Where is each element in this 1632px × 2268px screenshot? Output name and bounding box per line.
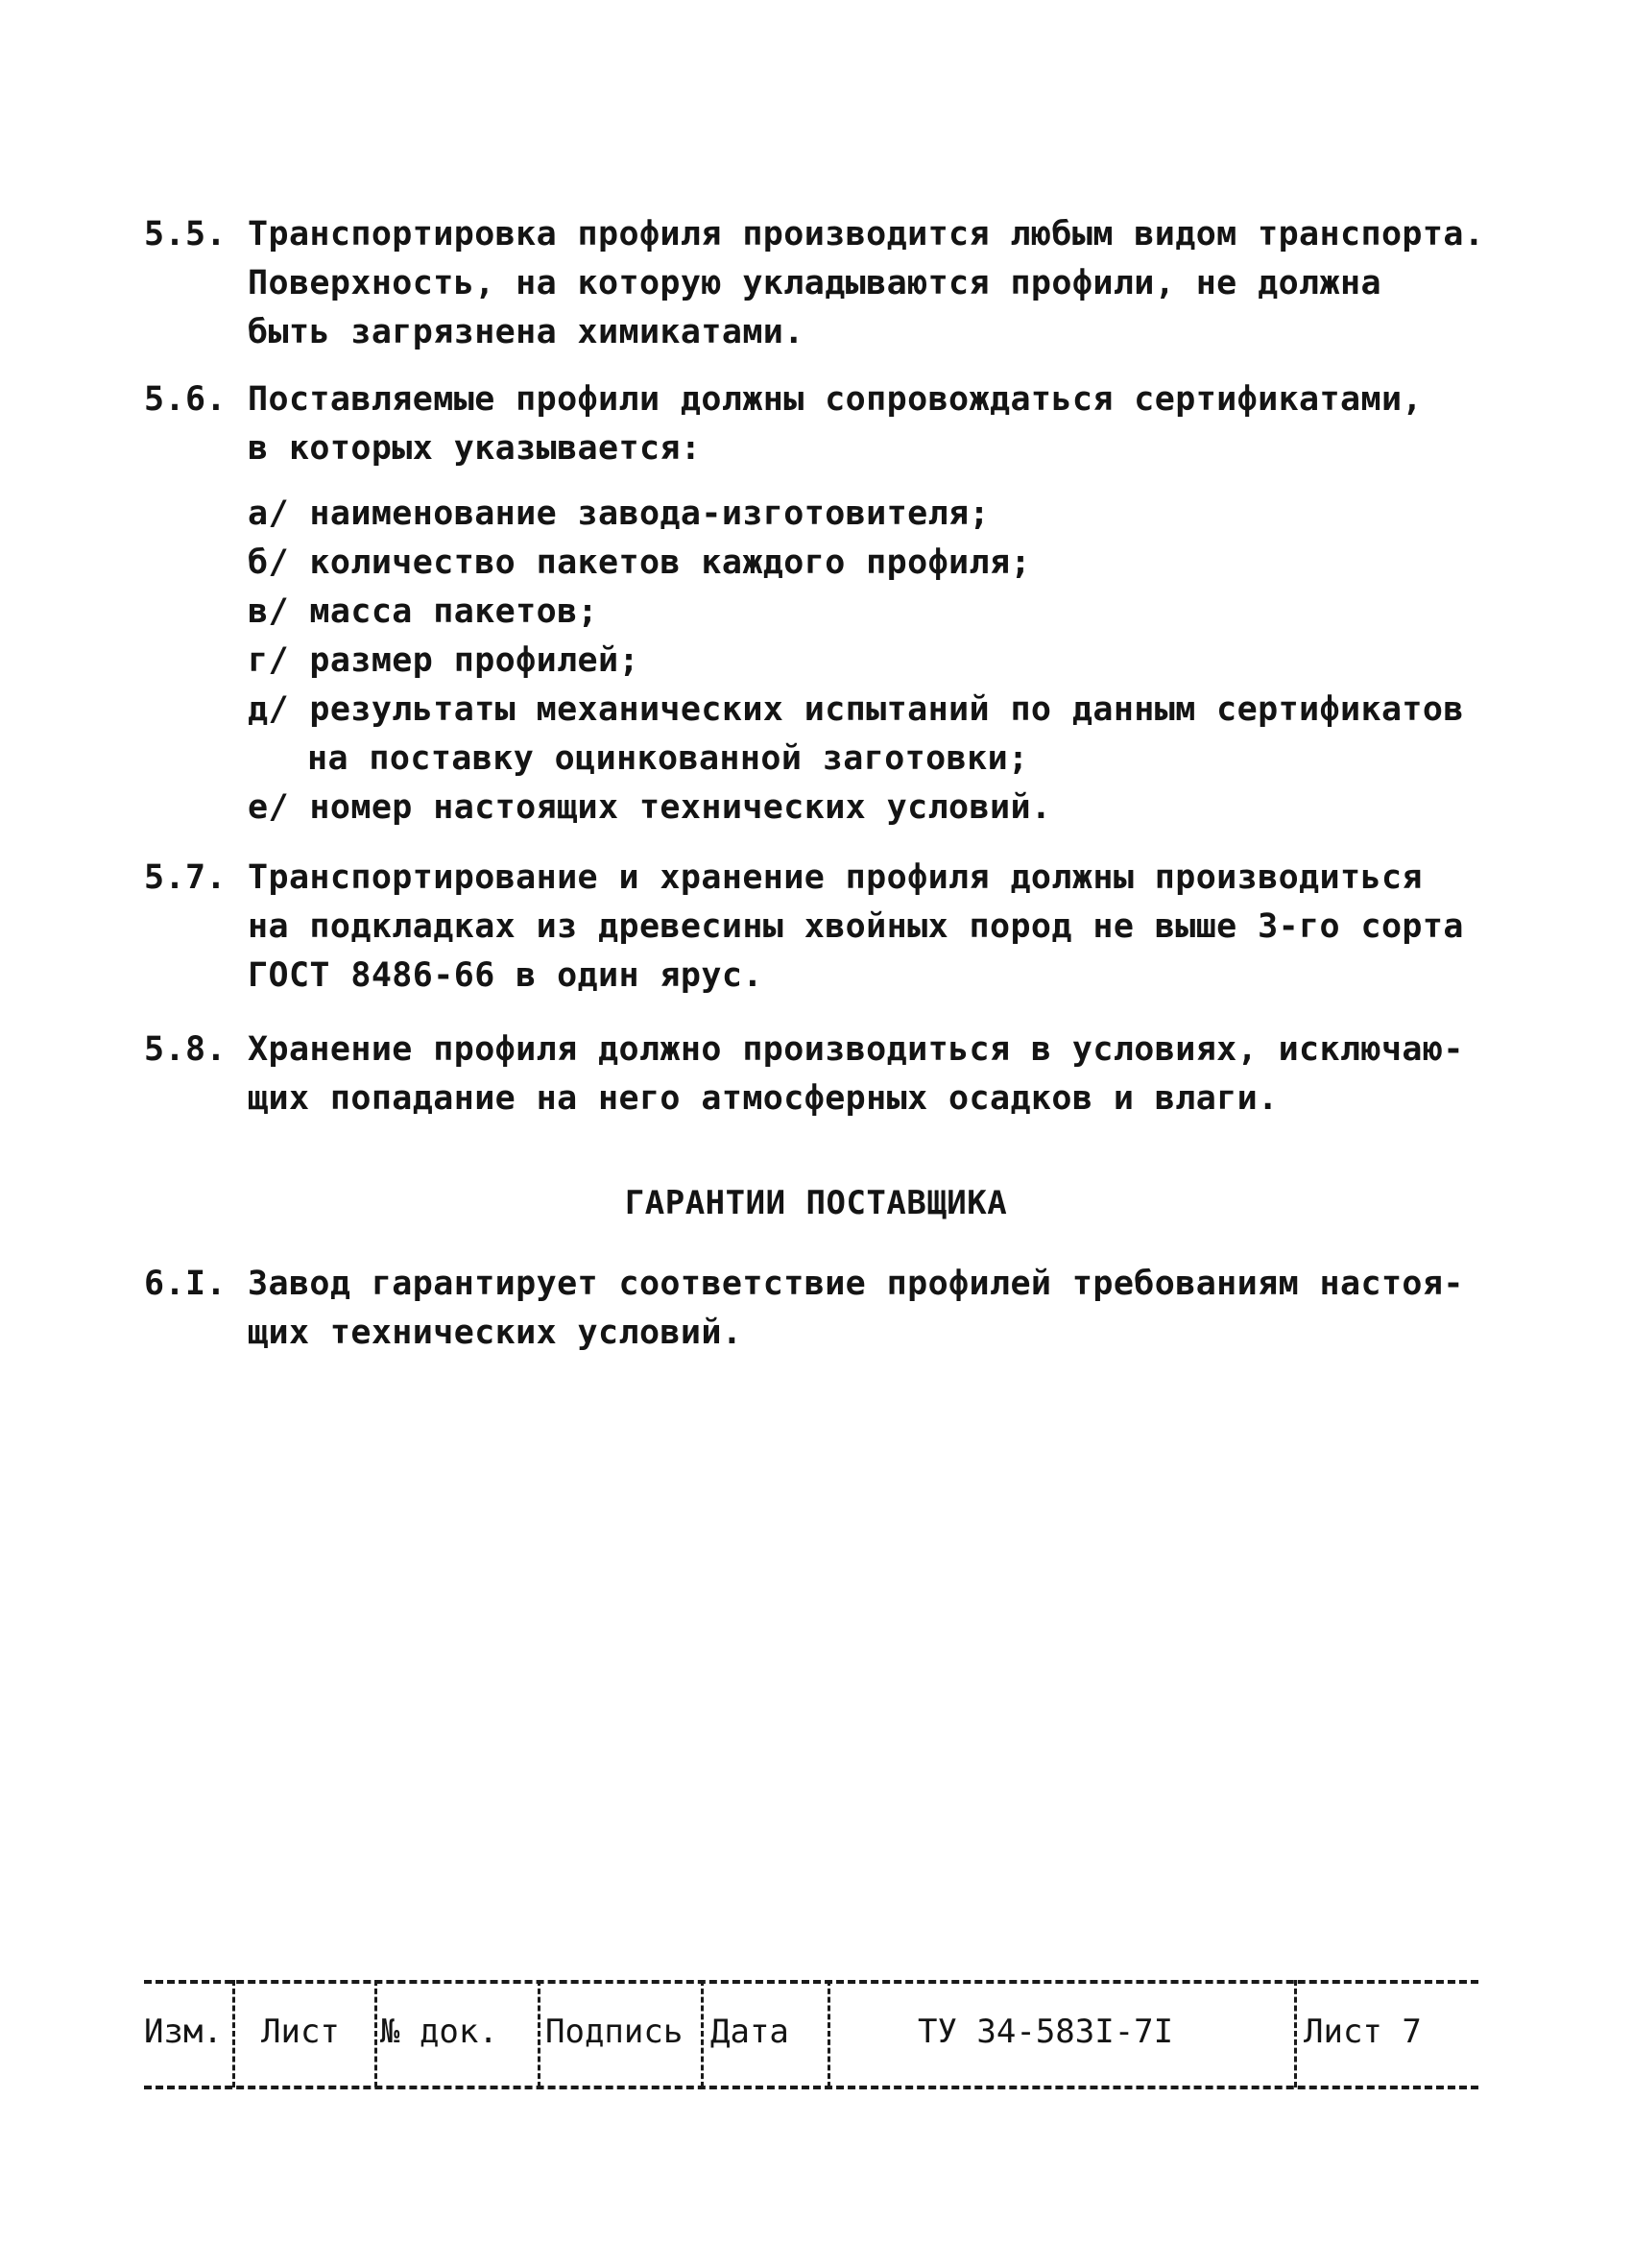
list-item: д/ результаты механических испытаний по данным сертификатов на поставку оцинкованной заготовки; — [248, 686, 1496, 784]
paragraph-line: Хранение профиля должно производиться в условиях, исключаю- — [248, 1030, 1464, 1069]
column-divider — [374, 1980, 377, 2087]
paragraph-number: 5.6. — [144, 380, 227, 419]
paragraph-line: на подкладках из древесины хвойных пород не выше 3-го сорта — [248, 907, 1464, 946]
paragraph-line: Транспортировка профиля производится любым видом транспорта. — [248, 215, 1485, 253]
column-divider — [232, 1980, 235, 2087]
paragraph-number: 6.I. — [144, 1265, 227, 1303]
paragraph-line: быть загрязнена химикатами. — [248, 313, 804, 351]
column-divider — [538, 1980, 540, 2087]
title-block-date: Дата — [710, 2013, 789, 2051]
list-item: г/ размер профилей; — [248, 641, 639, 680]
paragraph-line: Поставляемые профили должны сопровождаться сертификатами, — [248, 380, 1423, 419]
column-divider — [828, 1980, 830, 2087]
paragraph-line: Транспортирование и хранение профиля должны производиться — [248, 858, 1423, 897]
title-block-top-border — [144, 1980, 1478, 1984]
section-heading: ГАРАНТИИ ПОСТАВЩИКА — [624, 1184, 1008, 1222]
paragraph-line: ГОСТ 8486-66 в один ярус. — [248, 956, 763, 995]
paragraph-line: Поверхность, на которую укладываются профили, не должна — [248, 264, 1381, 302]
title-block — [144, 1970, 1478, 2095]
paragraph-number: 5.5. — [144, 215, 227, 253]
paragraph-5-8 — [144, 1025, 1488, 1123]
paragraph-number: 5.8. — [144, 1030, 227, 1069]
title-block-signature: Подпись — [545, 2013, 684, 2051]
list-item-continuation: на поставку оцинкованной заготовки; — [307, 739, 1029, 778]
paragraph-line: щих попадание на него атмосферных осадков и влаги. — [248, 1079, 1279, 1118]
column-divider — [701, 1980, 704, 2087]
paragraph-line: Завод гарантирует соответствие профилей требованиям настоя- — [248, 1265, 1464, 1303]
paragraph-line: щих технических условий. — [248, 1314, 743, 1352]
sheet-number: Лист 7 — [1304, 2013, 1422, 2051]
paragraph-line: в которых указывается: — [248, 429, 702, 468]
paragraph-number: 5.7. — [144, 858, 227, 897]
paragraph-5-5 — [144, 210, 1488, 357]
title-block-bottom-border — [144, 2086, 1478, 2089]
title-block-doc-no: № док. — [380, 2013, 498, 2051]
column-divider — [1294, 1980, 1297, 2087]
paragraph-6-1 — [144, 1260, 1488, 1358]
list-item: б/ количество пакетов каждого профиля; — [248, 543, 1031, 582]
paragraph-5-6 — [144, 375, 1488, 473]
certificate-contents-list — [248, 490, 1496, 832]
title-block-list: Лист — [261, 2013, 340, 2051]
title-block-izm: Изм. — [144, 2013, 223, 2051]
list-item: е/ номер настоящих технических условий. — [248, 788, 1052, 827]
list-item: в/ масса пакетов; — [248, 592, 599, 631]
paragraph-5-7 — [144, 854, 1488, 1001]
list-item: а/ наименование завода-изготовителя; — [248, 495, 990, 533]
document-designation: ТУ 34-583I-7I — [918, 2013, 1174, 2051]
